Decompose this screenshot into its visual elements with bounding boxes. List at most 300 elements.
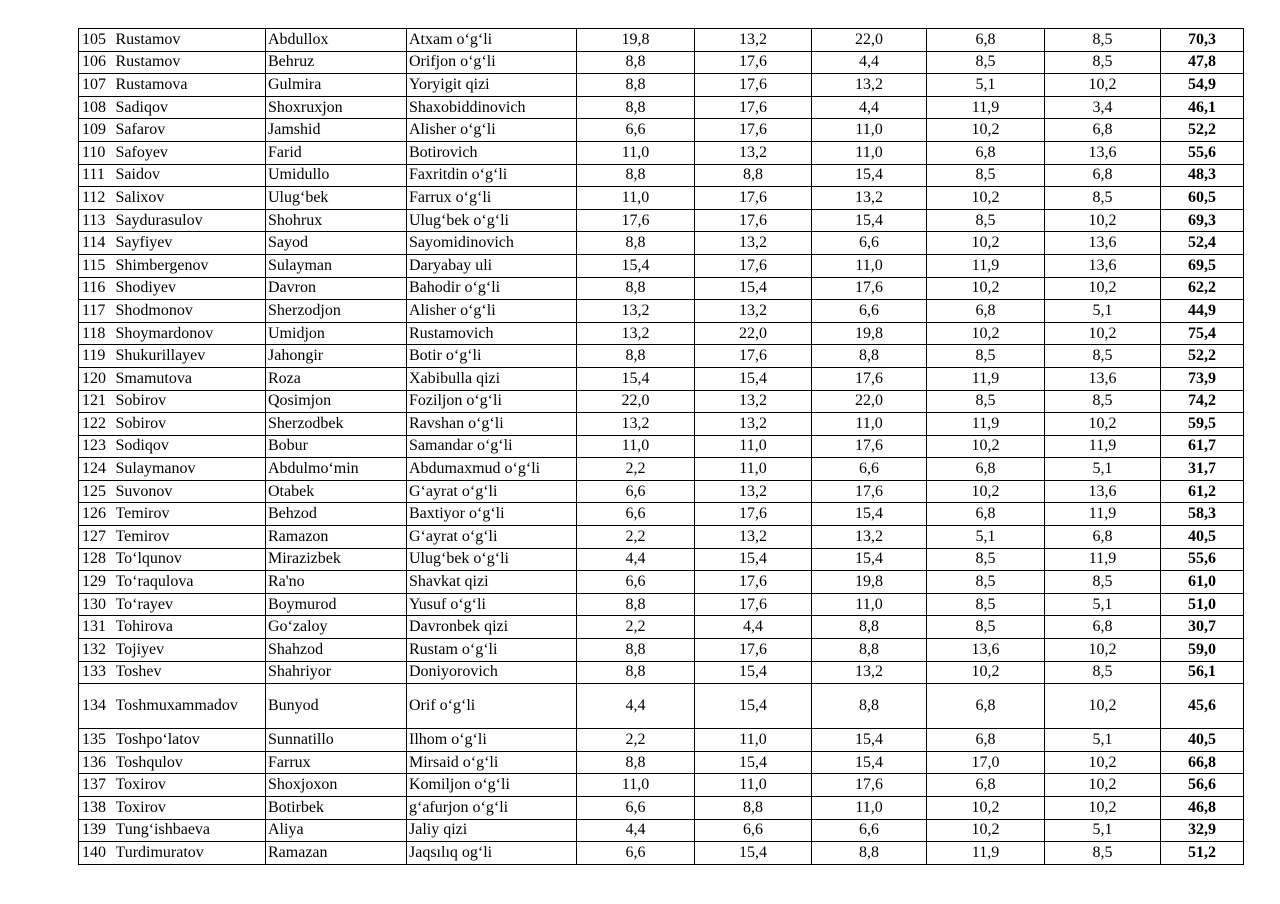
total-score-cell: 61,2 — [1161, 480, 1244, 503]
score-5-cell: 3,4 — [1045, 96, 1161, 119]
score-2-cell: 17,6 — [695, 96, 812, 119]
score-1-cell: 8,8 — [577, 593, 695, 616]
last-name-cell: Sodiqov — [116, 435, 266, 458]
score-4-cell: 10,2 — [927, 797, 1045, 820]
score-5-cell: 5,1 — [1045, 729, 1161, 752]
score-1-cell: 17,6 — [577, 209, 695, 232]
score-3-cell: 6,6 — [812, 300, 927, 323]
first-name-cell: Jahongir — [266, 345, 407, 368]
first-name-cell: Shahriyor — [266, 661, 407, 684]
table-row — [79, 729, 1244, 752]
score-1-cell: 2,2 — [577, 458, 695, 481]
total-score-cell: 59,0 — [1161, 639, 1244, 662]
score-3-cell: 17,6 — [812, 277, 927, 300]
row-number-cell: 112 — [79, 187, 116, 210]
row-number-cell: 116 — [79, 277, 116, 300]
score-4-cell: 6,8 — [927, 141, 1045, 164]
row-number-cell: 134 — [79, 684, 116, 729]
last-name-cell: Temirov — [116, 526, 266, 549]
last-name-cell: Rustamov — [116, 51, 266, 74]
score-5-cell: 6,8 — [1045, 616, 1161, 639]
last-name-cell: Tohirova — [116, 616, 266, 639]
score-3-cell: 8,8 — [812, 842, 927, 865]
score-2-cell: 17,6 — [695, 254, 812, 277]
score-5-cell: 13,6 — [1045, 480, 1161, 503]
table-row — [79, 74, 1244, 97]
score-1-cell: 8,8 — [577, 751, 695, 774]
score-1-cell: 8,8 — [577, 51, 695, 74]
last-name-cell: Sadiqov — [116, 96, 266, 119]
score-3-cell: 15,4 — [812, 751, 927, 774]
table-row — [79, 29, 1244, 52]
score-4-cell: 10,2 — [927, 435, 1045, 458]
last-name-cell: Smamutova — [116, 367, 266, 390]
score-4-cell: 5,1 — [927, 74, 1045, 97]
first-name-cell: Umidjon — [266, 322, 407, 345]
first-name-cell: Bunyod — [266, 684, 407, 729]
score-2-cell: 11,0 — [695, 458, 812, 481]
score-1-cell: 8,8 — [577, 164, 695, 187]
row-number-cell: 136 — [79, 751, 116, 774]
total-score-cell: 56,1 — [1161, 661, 1244, 684]
row-number-cell: 108 — [79, 96, 116, 119]
last-name-cell: Shimbergenov — [116, 254, 266, 277]
score-4-cell: 10,2 — [927, 232, 1045, 255]
total-score-cell: 46,8 — [1161, 797, 1244, 820]
score-4-cell: 10,2 — [927, 480, 1045, 503]
row-number-cell: 107 — [79, 74, 116, 97]
score-1-cell: 8,8 — [577, 232, 695, 255]
score-1-cell: 8,8 — [577, 74, 695, 97]
score-5-cell: 8,5 — [1045, 571, 1161, 594]
score-2-cell: 15,4 — [695, 548, 812, 571]
score-5-cell: 8,5 — [1045, 187, 1161, 210]
total-score-cell: 59,5 — [1161, 413, 1244, 436]
score-1-cell: 8,8 — [577, 639, 695, 662]
total-score-cell: 48,3 — [1161, 164, 1244, 187]
score-1-cell: 4,4 — [577, 684, 695, 729]
score-1-cell: 4,4 — [577, 548, 695, 571]
last-name-cell: Shodiyev — [116, 277, 266, 300]
table-row — [79, 164, 1244, 187]
score-3-cell: 17,6 — [812, 480, 927, 503]
patronymic-cell: Farrux o‘g‘li — [407, 187, 577, 210]
score-5-cell: 13,6 — [1045, 367, 1161, 390]
total-score-cell: 52,2 — [1161, 119, 1244, 142]
score-2-cell: 13,2 — [695, 300, 812, 323]
row-number-cell: 131 — [79, 616, 116, 639]
score-2-cell: 17,6 — [695, 51, 812, 74]
first-name-cell: Aliya — [266, 819, 407, 842]
score-3-cell: 4,4 — [812, 51, 927, 74]
score-1-cell: 2,2 — [577, 616, 695, 639]
score-2-cell: 13,2 — [695, 141, 812, 164]
patronymic-cell: Davronbek qizi — [407, 616, 577, 639]
score-1-cell: 11,0 — [577, 141, 695, 164]
score-3-cell: 19,8 — [812, 322, 927, 345]
patronymic-cell: Ilhom o‘g‘li — [407, 729, 577, 752]
score-2-cell: 6,6 — [695, 819, 812, 842]
table-row — [79, 367, 1244, 390]
total-score-cell: 45,6 — [1161, 684, 1244, 729]
row-number-cell: 121 — [79, 390, 116, 413]
score-5-cell: 8,5 — [1045, 661, 1161, 684]
score-5-cell: 11,9 — [1045, 503, 1161, 526]
table-row — [79, 548, 1244, 571]
table-row — [79, 616, 1244, 639]
first-name-cell: Ramazan — [266, 842, 407, 865]
score-1-cell: 2,2 — [577, 526, 695, 549]
last-name-cell: Safarov — [116, 119, 266, 142]
table-row — [79, 684, 1244, 729]
score-4-cell: 8,5 — [927, 51, 1045, 74]
table-row — [79, 322, 1244, 345]
last-name-cell: Toshev — [116, 661, 266, 684]
score-3-cell: 15,4 — [812, 548, 927, 571]
score-3-cell: 8,8 — [812, 639, 927, 662]
score-5-cell: 10,2 — [1045, 209, 1161, 232]
score-4-cell: 10,2 — [927, 187, 1045, 210]
score-2-cell: 11,0 — [695, 435, 812, 458]
table-row — [79, 209, 1244, 232]
last-name-cell: Tojiyev — [116, 639, 266, 662]
score-2-cell: 17,6 — [695, 119, 812, 142]
score-2-cell: 17,6 — [695, 639, 812, 662]
patronymic-cell: G‘ayrat o‘g‘li — [407, 526, 577, 549]
score-4-cell: 8,5 — [927, 164, 1045, 187]
score-5-cell: 10,2 — [1045, 413, 1161, 436]
row-number-cell: 106 — [79, 51, 116, 74]
patronymic-cell: Foziljon o‘g‘li — [407, 390, 577, 413]
score-1-cell: 6,6 — [577, 480, 695, 503]
first-name-cell: Sulayman — [266, 254, 407, 277]
table-row — [79, 526, 1244, 549]
last-name-cell: Toxirov — [116, 797, 266, 820]
score-3-cell: 6,6 — [812, 232, 927, 255]
score-5-cell: 8,5 — [1045, 345, 1161, 368]
first-name-cell: Go‘zaloy — [266, 616, 407, 639]
score-4-cell: 8,5 — [927, 593, 1045, 616]
row-number-cell: 128 — [79, 548, 116, 571]
first-name-cell: Sunnatillo — [266, 729, 407, 752]
score-5-cell: 5,1 — [1045, 819, 1161, 842]
total-score-cell: 58,3 — [1161, 503, 1244, 526]
patronymic-cell: g‘afurjon o‘g‘li — [407, 797, 577, 820]
first-name-cell: Abdulmo‘min — [266, 458, 407, 481]
score-1-cell: 4,4 — [577, 819, 695, 842]
last-name-cell: Toshqulov — [116, 751, 266, 774]
total-score-cell: 30,7 — [1161, 616, 1244, 639]
patronymic-cell: Daryabay uli — [407, 254, 577, 277]
score-4-cell: 8,5 — [927, 209, 1045, 232]
table-body — [79, 29, 1244, 865]
total-score-cell: 44,9 — [1161, 300, 1244, 323]
total-score-cell: 51,0 — [1161, 593, 1244, 616]
score-1-cell: 8,8 — [577, 277, 695, 300]
table-row — [79, 774, 1244, 797]
total-score-cell: 55,6 — [1161, 141, 1244, 164]
total-score-cell: 73,9 — [1161, 367, 1244, 390]
score-2-cell: 17,6 — [695, 209, 812, 232]
score-1-cell: 11,0 — [577, 774, 695, 797]
total-score-cell: 31,7 — [1161, 458, 1244, 481]
score-5-cell: 10,2 — [1045, 322, 1161, 345]
score-5-cell: 10,2 — [1045, 751, 1161, 774]
score-2-cell: 15,4 — [695, 751, 812, 774]
last-name-cell: To‘rayev — [116, 593, 266, 616]
patronymic-cell: Faxritdin o‘g‘li — [407, 164, 577, 187]
row-number-cell: 133 — [79, 661, 116, 684]
score-1-cell: 8,8 — [577, 661, 695, 684]
table-row — [79, 639, 1244, 662]
score-1-cell: 6,6 — [577, 571, 695, 594]
patronymic-cell: Botir o‘g‘li — [407, 345, 577, 368]
score-5-cell: 5,1 — [1045, 300, 1161, 323]
row-number-cell: 138 — [79, 797, 116, 820]
first-name-cell: Otabek — [266, 480, 407, 503]
row-number-cell: 139 — [79, 819, 116, 842]
score-5-cell: 6,8 — [1045, 119, 1161, 142]
first-name-cell: Jamshid — [266, 119, 407, 142]
score-3-cell: 15,4 — [812, 503, 927, 526]
score-4-cell: 8,5 — [927, 616, 1045, 639]
score-3-cell: 8,8 — [812, 345, 927, 368]
score-3-cell: 15,4 — [812, 729, 927, 752]
total-score-cell: 61,7 — [1161, 435, 1244, 458]
row-number-cell: 122 — [79, 413, 116, 436]
score-2-cell: 8,8 — [695, 164, 812, 187]
first-name-cell: Mirazizbek — [266, 548, 407, 571]
score-2-cell: 8,8 — [695, 797, 812, 820]
score-5-cell: 8,5 — [1045, 29, 1161, 52]
score-3-cell: 13,2 — [812, 661, 927, 684]
last-name-cell: Shoymardonov — [116, 322, 266, 345]
score-3-cell: 11,0 — [812, 141, 927, 164]
total-score-cell: 40,5 — [1161, 729, 1244, 752]
last-name-cell: Toshmuxammadov — [116, 684, 266, 729]
score-4-cell: 11,9 — [927, 96, 1045, 119]
total-score-cell: 62,2 — [1161, 277, 1244, 300]
score-2-cell: 17,6 — [695, 345, 812, 368]
table-row — [79, 96, 1244, 119]
score-5-cell: 10,2 — [1045, 684, 1161, 729]
score-1-cell: 11,0 — [577, 187, 695, 210]
score-2-cell: 22,0 — [695, 322, 812, 345]
patronymic-cell: Ravshan o‘g‘li — [407, 413, 577, 436]
first-name-cell: Sayod — [266, 232, 407, 255]
score-4-cell: 11,9 — [927, 842, 1045, 865]
score-3-cell: 11,0 — [812, 797, 927, 820]
score-2-cell: 13,2 — [695, 29, 812, 52]
score-3-cell: 22,0 — [812, 29, 927, 52]
score-4-cell: 5,1 — [927, 526, 1045, 549]
score-3-cell: 13,2 — [812, 74, 927, 97]
row-number-cell: 113 — [79, 209, 116, 232]
score-5-cell: 10,2 — [1045, 774, 1161, 797]
patronymic-cell: Rustam o‘g‘li — [407, 639, 577, 662]
score-5-cell: 10,2 — [1045, 639, 1161, 662]
patronymic-cell: G‘ayrat o‘g‘li — [407, 480, 577, 503]
score-3-cell: 11,0 — [812, 254, 927, 277]
row-number-cell: 119 — [79, 345, 116, 368]
score-4-cell: 6,8 — [927, 684, 1045, 729]
score-1-cell: 15,4 — [577, 254, 695, 277]
row-number-cell: 124 — [79, 458, 116, 481]
first-name-cell: Umidullo — [266, 164, 407, 187]
patronymic-cell: Komiljon o‘g‘li — [407, 774, 577, 797]
score-1-cell: 19,8 — [577, 29, 695, 52]
score-1-cell: 6,6 — [577, 842, 695, 865]
score-1-cell: 2,2 — [577, 729, 695, 752]
score-4-cell: 10,2 — [927, 277, 1045, 300]
last-name-cell: Temirov — [116, 503, 266, 526]
score-5-cell: 8,5 — [1045, 842, 1161, 865]
score-5-cell: 8,5 — [1045, 51, 1161, 74]
score-5-cell: 5,1 — [1045, 593, 1161, 616]
table-row — [79, 435, 1244, 458]
total-score-cell: 51,2 — [1161, 842, 1244, 865]
table-row — [79, 503, 1244, 526]
score-3-cell: 15,4 — [812, 209, 927, 232]
last-name-cell: Saydurasulov — [116, 209, 266, 232]
score-5-cell: 13,6 — [1045, 232, 1161, 255]
score-2-cell: 13,2 — [695, 390, 812, 413]
patronymic-cell: Orif o‘g‘li — [407, 684, 577, 729]
first-name-cell: Ulug‘bek — [266, 187, 407, 210]
score-4-cell: 13,6 — [927, 639, 1045, 662]
last-name-cell: Turdimuratov — [116, 842, 266, 865]
row-number-cell: 111 — [79, 164, 116, 187]
score-3-cell: 8,8 — [812, 684, 927, 729]
score-4-cell: 6,8 — [927, 729, 1045, 752]
row-number-cell: 120 — [79, 367, 116, 390]
score-4-cell: 6,8 — [927, 503, 1045, 526]
row-number-cell: 135 — [79, 729, 116, 752]
score-2-cell: 4,4 — [695, 616, 812, 639]
patronymic-cell: Baxtiyor o‘g‘li — [407, 503, 577, 526]
row-number-cell: 114 — [79, 232, 116, 255]
table-row — [79, 819, 1244, 842]
total-score-cell: 75,4 — [1161, 322, 1244, 345]
last-name-cell: Sayfiyev — [116, 232, 266, 255]
score-3-cell: 6,6 — [812, 458, 927, 481]
score-3-cell: 22,0 — [812, 390, 927, 413]
score-5-cell: 5,1 — [1045, 458, 1161, 481]
score-1-cell: 8,8 — [577, 345, 695, 368]
score-1-cell: 6,6 — [577, 503, 695, 526]
first-name-cell: Roza — [266, 367, 407, 390]
table-row — [79, 51, 1244, 74]
score-3-cell: 4,4 — [812, 96, 927, 119]
patronymic-cell: Yoryigit qizi — [407, 74, 577, 97]
last-name-cell: Tung‘ishbaeva — [116, 819, 266, 842]
score-2-cell: 11,0 — [695, 729, 812, 752]
patronymic-cell: Alisher o‘g‘li — [407, 300, 577, 323]
total-score-cell: 74,2 — [1161, 390, 1244, 413]
table-row — [79, 842, 1244, 865]
row-number-cell: 130 — [79, 593, 116, 616]
first-name-cell: Behzod — [266, 503, 407, 526]
table-row — [79, 232, 1244, 255]
score-4-cell: 10,2 — [927, 819, 1045, 842]
score-1-cell: 11,0 — [577, 435, 695, 458]
last-name-cell: Toxirov — [116, 774, 266, 797]
table-row — [79, 413, 1244, 436]
last-name-cell: Rustamova — [116, 74, 266, 97]
patronymic-cell: Ulug‘bek o‘g‘li — [407, 209, 577, 232]
row-number-cell: 127 — [79, 526, 116, 549]
total-score-cell: 66,8 — [1161, 751, 1244, 774]
first-name-cell: Qosimjon — [266, 390, 407, 413]
row-number-cell: 137 — [79, 774, 116, 797]
row-number-cell: 132 — [79, 639, 116, 662]
total-score-cell: 54,9 — [1161, 74, 1244, 97]
score-4-cell: 10,2 — [927, 119, 1045, 142]
first-name-cell: Boymurod — [266, 593, 407, 616]
row-number-cell: 126 — [79, 503, 116, 526]
last-name-cell: To‘raqulova — [116, 571, 266, 594]
last-name-cell: Sulaymanov — [116, 458, 266, 481]
score-5-cell: 6,8 — [1045, 164, 1161, 187]
score-1-cell: 6,6 — [577, 797, 695, 820]
score-1-cell: 13,2 — [577, 322, 695, 345]
patronymic-cell: Ulug‘bek o‘g‘li — [407, 548, 577, 571]
score-4-cell: 8,5 — [927, 548, 1045, 571]
score-3-cell: 13,2 — [812, 187, 927, 210]
score-2-cell: 13,2 — [695, 526, 812, 549]
first-name-cell: Shoxruxjon — [266, 96, 407, 119]
total-score-cell: 52,2 — [1161, 345, 1244, 368]
first-name-cell: Davron — [266, 277, 407, 300]
score-2-cell: 17,6 — [695, 187, 812, 210]
last-name-cell: Shodmonov — [116, 300, 266, 323]
last-name-cell: Toshpo‘latov — [116, 729, 266, 752]
patronymic-cell: Bahodir o‘g‘li — [407, 277, 577, 300]
last-name-cell: Salixov — [116, 187, 266, 210]
patronymic-cell: Rustamovich — [407, 322, 577, 345]
score-2-cell: 17,6 — [695, 593, 812, 616]
score-4-cell: 6,8 — [927, 458, 1045, 481]
score-5-cell: 8,5 — [1045, 390, 1161, 413]
score-3-cell: 11,0 — [812, 119, 927, 142]
score-4-cell: 8,5 — [927, 571, 1045, 594]
score-1-cell: 8,8 — [577, 96, 695, 119]
last-name-cell: Safoyev — [116, 141, 266, 164]
patronymic-cell: Shaxobiddinovich — [407, 96, 577, 119]
first-name-cell: Shoxjoxon — [266, 774, 407, 797]
table-row — [79, 187, 1244, 210]
last-name-cell: Suvonov — [116, 480, 266, 503]
patronymic-cell: Jaqsılıq og‘li — [407, 842, 577, 865]
score-5-cell: 10,2 — [1045, 74, 1161, 97]
row-number-cell: 117 — [79, 300, 116, 323]
patronymic-cell: Atxam o‘g‘li — [407, 29, 577, 52]
score-2-cell: 15,4 — [695, 367, 812, 390]
patronymic-cell: Samandar o‘g‘li — [407, 435, 577, 458]
score-1-cell: 22,0 — [577, 390, 695, 413]
score-5-cell: 11,9 — [1045, 548, 1161, 571]
patronymic-cell: Orifjon o‘g‘li — [407, 51, 577, 74]
table-row — [79, 458, 1244, 481]
score-4-cell: 17,0 — [927, 751, 1045, 774]
row-number-cell: 118 — [79, 322, 116, 345]
score-4-cell: 10,2 — [927, 322, 1045, 345]
score-2-cell: 17,6 — [695, 571, 812, 594]
score-3-cell: 11,0 — [812, 413, 927, 436]
score-2-cell: 15,4 — [695, 842, 812, 865]
first-name-cell: Farid — [266, 141, 407, 164]
first-name-cell: Ramazon — [266, 526, 407, 549]
